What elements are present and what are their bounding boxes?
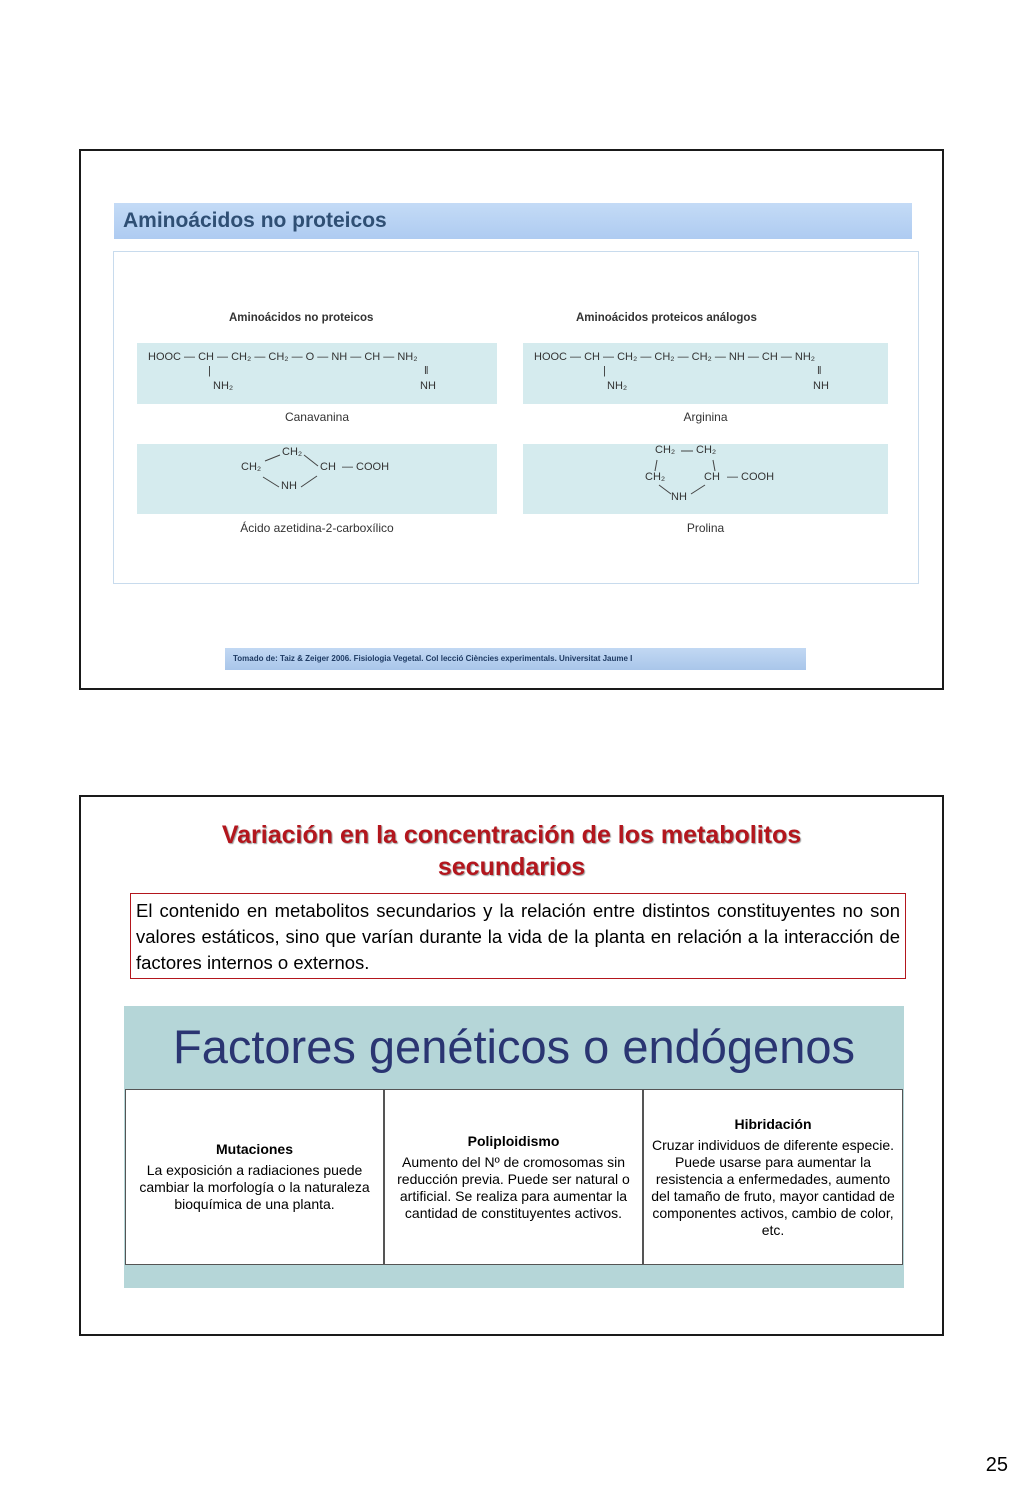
factor-text: Aumento del Nº de cromosomas sin reducción previa. Puede ser natural o artificial. Se realiza para aumentar la cantidad de constituyentes activos. <box>397 1153 630 1221</box>
prolina-ch2-left: CH₂ <box>645 471 666 483</box>
prolina-formula-box <box>523 444 888 514</box>
source-citation: Tomado de: Taiz & Zeiger 2006. Fisiologia Vegetal. Col lecció Ciències experimentals. Universitat Jaume I <box>225 648 806 670</box>
factor-card-hibridacion <box>643 1089 903 1265</box>
factor-text: Cruzar individuos de diferente especie. Puede usarse para aumentar la resistencia a enfermedades, aumento del tamaño de fruto, mayor cantidad de componentes activos, cambio de color, etc. <box>651 1136 895 1238</box>
factor-heading: Mutaciones <box>215 1141 293 1157</box>
canavanina-imino-group: NH <box>420 380 436 392</box>
prolina-ch: CH <box>704 471 720 483</box>
slide-title <box>81 819 942 883</box>
azetidina-carboxyl: — COOH <box>342 461 390 473</box>
azetidina-ch2-top: CH₂ <box>282 446 303 458</box>
slide-title-line1: Variación en la concentración de los metabolitos <box>221 821 802 849</box>
arginina-main-chain: HOOC — CH — CH₂ — CH₂ — CH₂ — NH — CH — NH₂ <box>534 351 816 363</box>
prolina-ch2-top-right: CH₂ <box>696 444 717 456</box>
azetidina-formula-box <box>137 444 497 514</box>
factor-heading: Hibridación <box>734 1115 812 1132</box>
arginina-imino-group: NH <box>813 380 829 392</box>
azetidina-nh: NH <box>281 480 297 492</box>
slide-title-line2: secundarios <box>437 853 586 881</box>
arginina-formula-box <box>523 343 888 404</box>
bond-line: | <box>603 365 606 377</box>
prolina-ch2-top-left: CH₂ <box>655 444 676 456</box>
azetidina-ch: CH <box>320 461 336 473</box>
double-bond-line: ‖ <box>424 365 429 377</box>
left-column-heading: Aminoácidos no proteicos <box>229 312 374 324</box>
right-column-heading: Aminoácidos proteicos análogos <box>576 312 757 324</box>
page-number: 25 <box>985 1454 1008 1476</box>
factor-card-mutaciones <box>125 1089 384 1265</box>
canavanina-formula-box <box>137 343 497 404</box>
slide-title: Aminoácidos no proteicos <box>114 203 912 239</box>
prolina-name: Prolina <box>686 521 725 535</box>
intro-textbox: El contenido en metabolitos secundarios y la relación entre distintos constituyentes no son valores estáticos, sino que varían durante la vida de la planta en relación a la interacción de factores internos o externos. <box>130 893 906 979</box>
prolina-nh: NH <box>671 491 687 503</box>
double-bond-line: ‖ <box>817 365 822 377</box>
slide-aminoacidos <box>79 149 944 690</box>
slide-metabolitos <box>79 795 944 1336</box>
canavanina-amino-group: NH₂ <box>213 380 234 392</box>
azetidina-name: Ácido azetidina-2-carboxílico <box>240 521 394 535</box>
panel-title: Factores genéticos o endógenos <box>173 1020 855 1073</box>
bond-line: | <box>208 365 211 377</box>
azetidina-ch2-left: CH₂ <box>241 461 262 473</box>
factor-card-poliploidismo <box>384 1089 643 1265</box>
arginina-amino-group: NH₂ <box>607 380 628 392</box>
azetidina-ring-bonds <box>137 444 497 514</box>
prolina-carboxyl: — COOH <box>727 471 775 483</box>
factor-text: La exposición a radiaciones puede cambiar la morfología o la naturaleza bioquímica de una planta. <box>139 1162 370 1212</box>
canavanina-name: Canavanina <box>284 410 350 424</box>
canavanina-main-chain: HOOC — CH — CH₂ — CH₂ — O — NH — CH — NH₂ <box>148 351 418 363</box>
arginina-name: Arginina <box>683 410 728 424</box>
factors-panel <box>124 1006 904 1288</box>
figure-frame <box>113 251 919 584</box>
factor-heading: Poliploidismo <box>467 1132 560 1149</box>
